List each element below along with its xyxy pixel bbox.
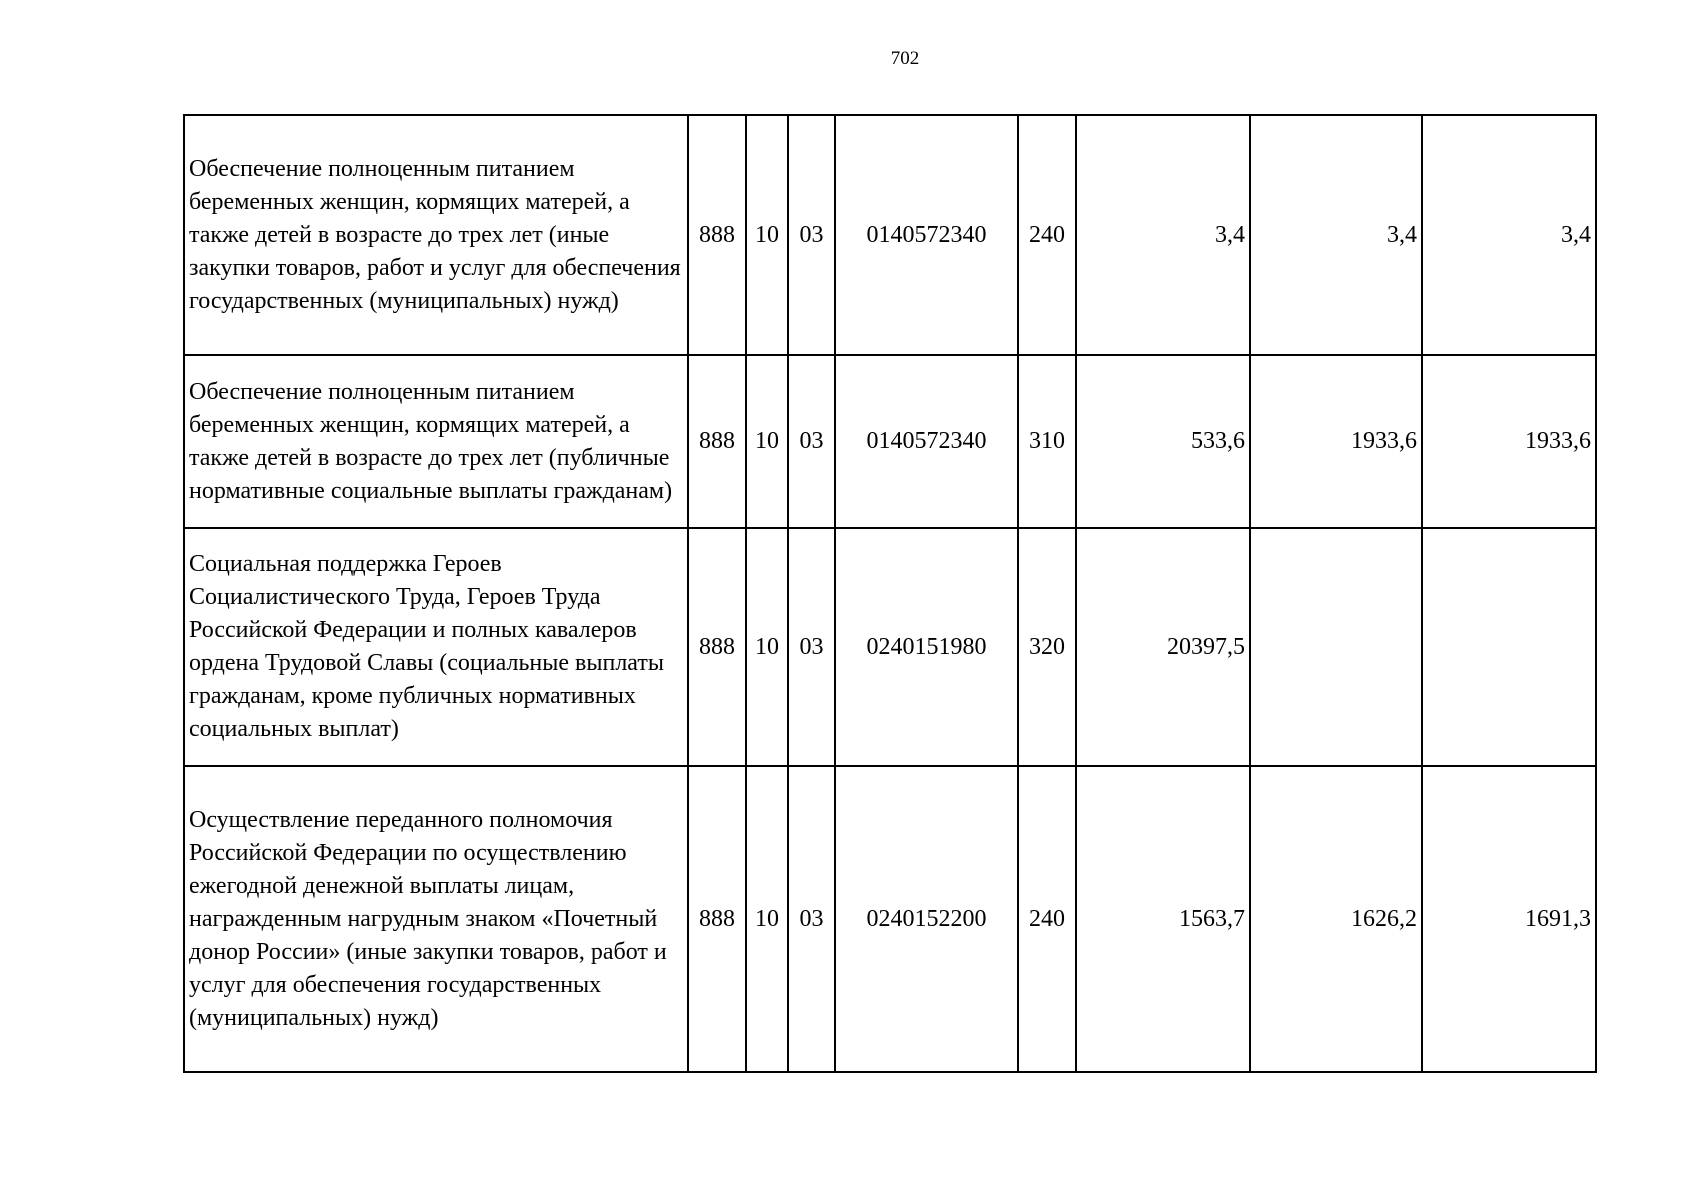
expense-type-code: 240 <box>1018 115 1076 355</box>
sum-year-2 <box>1250 528 1422 766</box>
sum-year-2: 1933,6 <box>1250 355 1422 528</box>
subsection-code: 03 <box>788 528 835 766</box>
subsection-code: 03 <box>788 115 835 355</box>
target-article-code: 0240152200 <box>835 766 1018 1072</box>
row-description: Социальная поддержка Героев Социалистического Труда, Героев Труда Российской Федерации и полных кавалеров ордена Трудовой Славы (социальные выплаты гражданам, кроме публичных нормативных социальных выплат) <box>184 528 688 766</box>
ministry-code: 888 <box>688 355 746 528</box>
page-number: 702 <box>890 48 920 69</box>
subsection-code: 03 <box>788 766 835 1072</box>
section-code: 10 <box>746 355 788 528</box>
target-article-code: 0140572340 <box>835 115 1018 355</box>
expense-type-code: 310 <box>1018 355 1076 528</box>
table-row <box>184 355 1596 528</box>
target-article-code: 0140572340 <box>835 355 1018 528</box>
section-code: 10 <box>746 115 788 355</box>
budget-table <box>183 114 1597 1073</box>
sum-year-3: 1933,6 <box>1422 355 1596 528</box>
table-row <box>184 528 1596 766</box>
row-description: Обеспечение полноценным питанием беременных женщин, кормящих матерей, а также детей в возрасте до трех лет (иные закупки товаров, работ и услуг для обеспечения государственных (муниципальных) нужд) <box>184 115 688 355</box>
sum-year-1: 1563,7 <box>1076 766 1250 1072</box>
sum-year-3: 3,4 <box>1422 115 1596 355</box>
sum-year-1: 3,4 <box>1076 115 1250 355</box>
ministry-code: 888 <box>688 766 746 1072</box>
sum-year-2: 1626,2 <box>1250 766 1422 1072</box>
sum-year-3 <box>1422 528 1596 766</box>
sum-year-1: 533,6 <box>1076 355 1250 528</box>
section-code: 10 <box>746 766 788 1072</box>
row-description: Обеспечение полноценным питанием беременных женщин, кормящих матерей, а также детей в возрасте до трех лет (публичные нормативные социальные выплаты гражданам) <box>184 355 688 528</box>
ministry-code: 888 <box>688 528 746 766</box>
ministry-code: 888 <box>688 115 746 355</box>
sum-year-3: 1691,3 <box>1422 766 1596 1072</box>
target-article-code: 0240151980 <box>835 528 1018 766</box>
expense-type-code: 240 <box>1018 766 1076 1072</box>
table-row <box>184 766 1596 1072</box>
sum-year-1: 20397,5 <box>1076 528 1250 766</box>
table-row <box>184 115 1596 355</box>
section-code: 10 <box>746 528 788 766</box>
row-description: Осуществление переданного полномочия Российской Федерации по осуществлению ежегодной денежной выплаты лицам, награжденным нагрудным знаком «Почетный донор России» (иные закупки товаров, работ и услуг для обеспечения государственных (муниципальных) нужд) <box>184 766 688 1072</box>
subsection-code: 03 <box>788 355 835 528</box>
expense-type-code: 320 <box>1018 528 1076 766</box>
sum-year-2: 3,4 <box>1250 115 1422 355</box>
